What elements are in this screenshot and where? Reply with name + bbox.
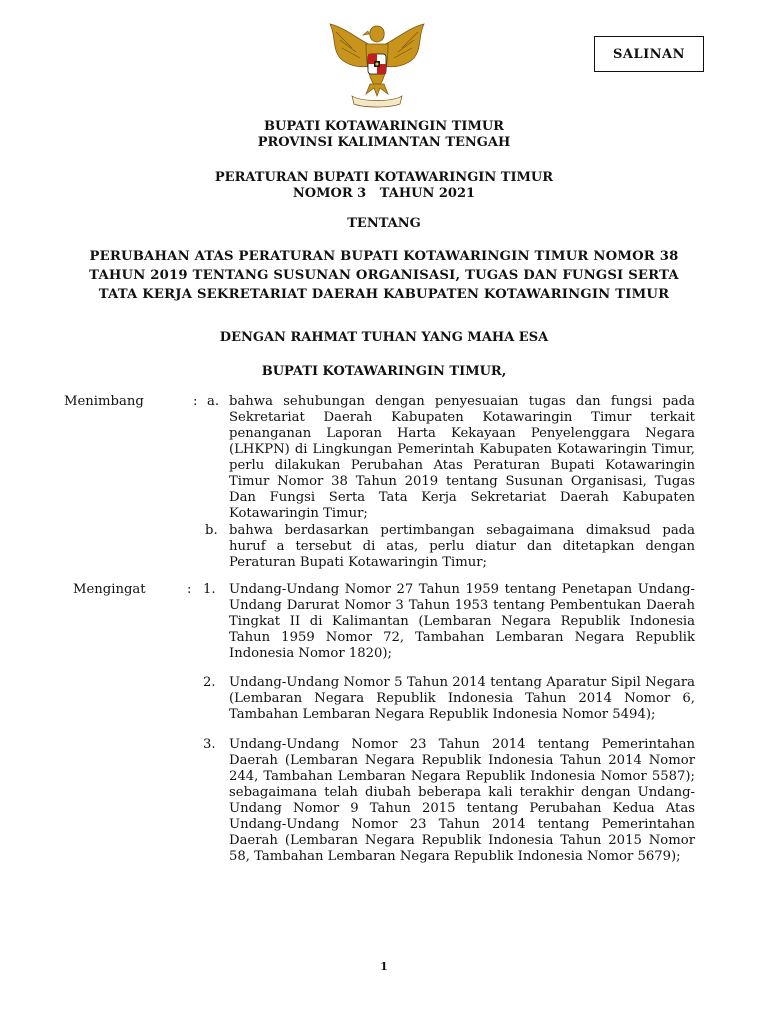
mengingat-label: Mengingat [73, 582, 146, 597]
regulation-subject [0, 247, 768, 304]
page-number: 1 [380, 960, 388, 973]
subject-line: TAHUN 2019 TENTANG SUSUNAN ORGANISASI, TUGAS DAN FUNGSI SERTA [89, 268, 679, 283]
clause-text: Undang-Undang Nomor 27 Tahun 1959 tentang Penetapan Undang-Undang Darurat Nomor 3 Tahun 1953 tentang Pembentukan Daerah Tingkat II di Kalimantan (Lembaran Negara Republik Indonesia Tahun 1959 Nomor 72, Tambahan Lembaran Negara Republik Indonesia Nomor 1820); [229, 582, 695, 661]
garuda-pancasila-emblem [322, 18, 432, 108]
province-title: PROVINSI KALIMANTAN TENGAH [257, 135, 511, 150]
salinan-stamp: SALINAN [594, 36, 704, 72]
clause-marker: 1. [203, 582, 216, 597]
regulation-number: NOMOR 3 TAHUN 2021 [292, 186, 476, 201]
clause-marker: a. [207, 394, 220, 409]
clause-text: Undang-Undang Nomor 23 Tahun 2014 tentang Pemerintahan Daerah (Lembaran Negara Republik Indonesia Tahun 2014 Nomor 244, Tambahan Lembaran Negara Republik Indonesia Nomor 5587); sebagaimana telah diubah beberapa kali terakhir dengan Undang-Undang Nomor 9 Tahun 2015 tentang Perubahan Kedua Atas Undang-Undang Nomor 23 Tahun 2014 tentang Pemerintahan Daerah (Lembaran Negara Republik Indonesia Tahun 2015 Nomor 58, Tambahan Lembaran Negara Republik Indonesia Nomor 5679); [229, 737, 695, 864]
clause-marker: 2. [203, 675, 216, 690]
subject-line: PERUBAHAN ATAS PERATURAN BUPATI KOTAWARINGIN TIMUR NOMOR 38 [89, 249, 679, 264]
issuer-declaration: BUPATI KOTAWARINGIN TIMUR, [261, 364, 507, 379]
regulation-title: PERATURAN BUPATI KOTAWARINGIN TIMUR [214, 170, 554, 185]
clause-marker: 3. [203, 737, 216, 752]
clause-text: bahwa sehubungan dengan penyesuaian tugas dan fungsi pada Sekretariat Daerah Kabupaten Kotawaringin Timur terkait penanganan Laporan Harta Kekayaan Penyelenggara Negara (LHKPN) di Lingkungan Pemerintah Kabupaten Kotawaringin Timur, perlu dilakukan Perubahan Atas Peraturan Bupati Kotawaringin Timur Nomor 38 Tahun 2019 tentang Susunan Organisasi, Tugas Dan Fungsi Serta Tata Kerja Sekretariat Daerah Kabupaten Kotawaringin Timur; [229, 394, 695, 521]
clause-text: bahwa berdasarkan pertimbangan sebagaimana dimaksud pada huruf a tersebut di atas, perlu diatur dan ditetapkan dengan Peraturan Bupati Kotawaringin Timur; [229, 523, 695, 570]
tentang-heading: TENTANG [347, 216, 421, 231]
preamble-invocation: DENGAN RAHMAT TUHAN YANG MAHA ESA [219, 330, 549, 345]
menimbang-label: Menimbang [64, 394, 144, 409]
subject-line: TATA KERJA SEKRETARIAT DAERAH KABUPATEN KOTAWARINGIN TIMUR [98, 287, 670, 302]
mengingat-colon: : [187, 582, 192, 597]
menimbang-colon: : [193, 394, 198, 409]
clause-text: Undang-Undang Nomor 5 Tahun 2014 tentang Aparatur Sipil Negara (Lembaran Negara Republik Indonesia Tahun 2014 Nomor 6, Tambahan Lembaran Negara Republik Indonesia Nomor 5494); [229, 675, 695, 722]
clause-marker: b. [205, 523, 218, 538]
issuer-title: BUPATI KOTAWARINGIN TIMUR [264, 119, 504, 134]
